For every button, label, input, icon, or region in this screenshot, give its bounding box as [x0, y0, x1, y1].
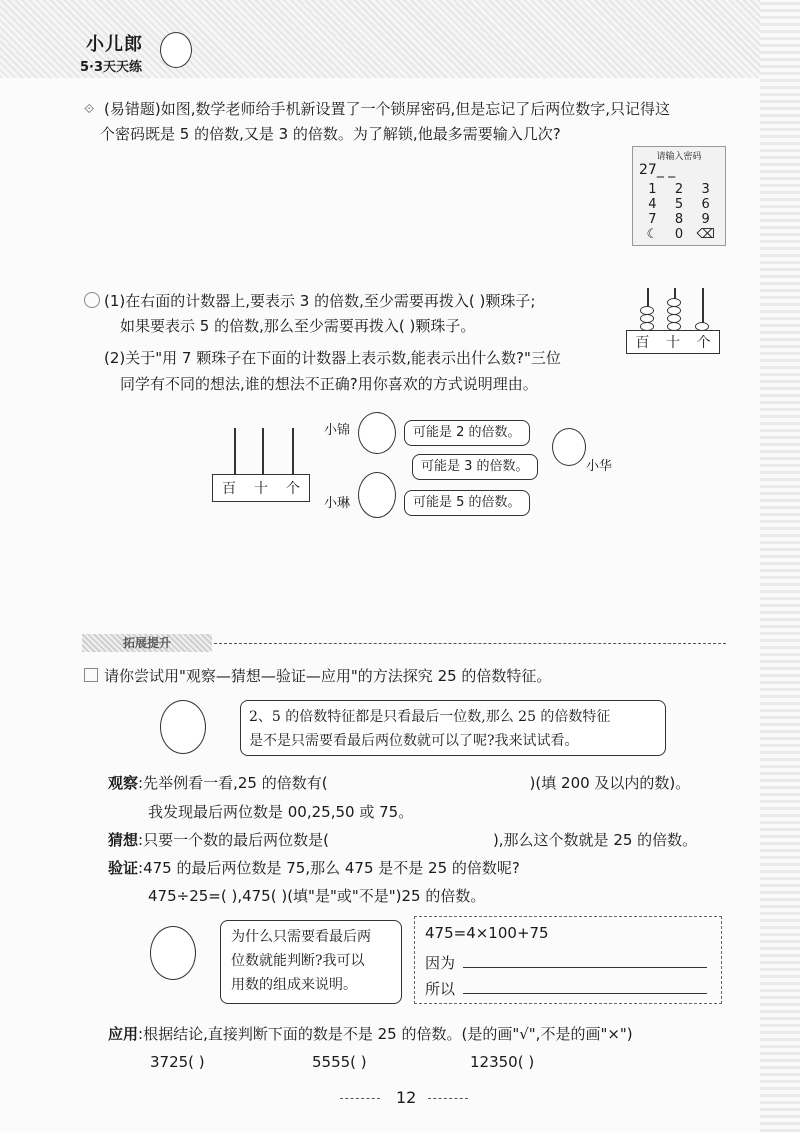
abacus-label: 个	[286, 481, 300, 497]
guess-label: 猜想	[108, 831, 139, 849]
apply-text: :根据结论,直接判断下面的数是不是 25 的倍数。(是的画"√",不是的画"×")	[138, 1025, 633, 1043]
q1-text-line2: 个密码既是 5 的倍数,又是 3 的倍数。为了解锁,他最多需要输入几次?	[100, 125, 561, 143]
key: 1	[648, 182, 657, 197]
footer-ornament-left	[340, 1098, 380, 1099]
lock-title: 请输入密码	[656, 152, 702, 162]
boy-pointing-icon	[150, 926, 196, 980]
key: 4	[648, 197, 657, 212]
bubble-xiaojin: 可能是 2 的倍数。	[404, 420, 530, 446]
bubble-xiaolin: 可能是 5 的倍数。	[404, 490, 530, 516]
brand-logo: 小儿郎	[86, 34, 143, 55]
work-line3: 所以	[425, 979, 707, 999]
lock-code: 27_ _	[639, 162, 676, 178]
moon-icon: ☾	[646, 227, 659, 242]
work-box	[414, 916, 722, 1004]
girl-avatar-icon	[358, 412, 396, 454]
observe-text: :先举例看一看,25 的倍数有(	[138, 774, 328, 792]
verify-line2: 475÷25=( ),475( )(填"是"或"不是")25 的倍数。	[148, 887, 486, 905]
boy-bubble-line3: 用数的组成来说明。	[231, 977, 357, 993]
abacus-label: 个	[696, 335, 711, 351]
q2-line2: 如果要表示 5 的倍数,那么至少需要再拨入( )颗珠子。	[120, 317, 476, 335]
verify-row	[108, 858, 520, 878]
guess-text-end: ),那么这个数就是 25 的倍数。	[492, 831, 698, 849]
key: 8	[674, 212, 684, 227]
q2-line4: 同学有不同的想法,谁的想法不正确?用你喜欢的方式说明理由。	[120, 375, 538, 393]
observe-label: 观察	[108, 774, 139, 792]
name-xiaolin: 小琳	[324, 496, 351, 511]
section-banner: 拓展提升	[82, 634, 212, 652]
boy-speech-bubble	[220, 920, 402, 1004]
q1-text-line1: (易错题)如图,数学老师给手机新设置了一个锁屏密码,但是忘记了后两位数字,只记得这	[104, 100, 671, 118]
key: 3	[701, 182, 710, 197]
key: 2	[674, 182, 684, 197]
abacus-label: 百	[222, 481, 236, 497]
work-line1: 475=4×100+75	[425, 924, 549, 942]
guess-row	[108, 830, 697, 850]
abacus-label: 百	[635, 335, 650, 351]
key: 6	[701, 197, 710, 212]
key: 5	[674, 197, 684, 212]
q2-icon	[84, 292, 100, 308]
apply-label: 应用	[108, 1025, 139, 1043]
key: 7	[648, 212, 657, 227]
name-xiaojin: 小锦	[324, 423, 351, 438]
q3-icon	[84, 668, 98, 682]
lock-keypad	[639, 182, 719, 242]
observe-row	[108, 773, 690, 793]
q3-intro: 请你尝试用"观察—猜想—验证—应用"的方法探究 25 的倍数特征。	[104, 667, 552, 685]
q2-line3: (2)关于"用 7 颗珠子在下面的计数器上表示数,能表示出什么数?"三位	[104, 349, 561, 367]
phone-lock-screen	[632, 146, 726, 246]
observe-text-end: )(填 200 及以内的数)。	[529, 774, 691, 792]
apply-row	[108, 1024, 633, 1044]
guess-text: :只要一个数的最后两位数是(	[138, 831, 329, 849]
mascot-icon	[160, 32, 192, 68]
q2-line1: (1)在右面的计数器上,要表示 3 的倍数,至少需要再拨入( )颗珠子;	[104, 292, 536, 310]
abacus-label: 十	[254, 481, 268, 497]
girl-bubble-line1: 2、5 的倍数特征都是只看最后一位数,那么 25 的倍数特征	[249, 709, 611, 725]
verify-label: 验证	[108, 859, 139, 877]
boy-avatar-icon	[552, 428, 586, 466]
abacus-small	[626, 284, 722, 354]
abacus-large	[212, 428, 310, 504]
verify-text: :475 的最后两位数是 75,那么 475 是不是 25 的倍数呢?	[138, 859, 520, 877]
girl-avatar-icon	[358, 472, 396, 518]
key: 9	[701, 212, 710, 227]
backspace-icon: ⌫	[696, 227, 715, 242]
observe-line2: 我发现最后两位数是 00,25,50 或 75。	[148, 803, 414, 821]
bubble-xiaohua: 可能是 3 的倍数。	[412, 454, 538, 480]
page-number: 12	[396, 1088, 417, 1107]
name-xiaohua: 小华	[586, 459, 613, 474]
apply-item-3: 12350( )	[470, 1053, 535, 1071]
girl-thinking-icon	[160, 700, 206, 754]
boy-bubble-line2: 位数就能判断?我可以	[231, 953, 365, 969]
boy-bubble-line1: 为什么只需要看最后两	[231, 929, 371, 945]
abacus-label: 十	[665, 335, 680, 351]
work-line2: 因为	[425, 953, 707, 973]
brand-subtitle: 5·3天天练	[80, 60, 143, 75]
key: 0	[674, 227, 684, 242]
girl-speech-bubble	[240, 700, 666, 756]
apply-item-1: 3725( )	[150, 1053, 205, 1071]
page-edge-texture	[760, 0, 800, 1132]
apply-item-2: 5555( )	[312, 1053, 367, 1071]
q1-icon: ⟐	[84, 102, 95, 117]
girl-bubble-line2: 是不是只需要看最后两位数就可以了呢?我来试试看。	[249, 733, 579, 749]
section-divider	[214, 643, 726, 644]
footer-ornament-right	[428, 1098, 468, 1099]
